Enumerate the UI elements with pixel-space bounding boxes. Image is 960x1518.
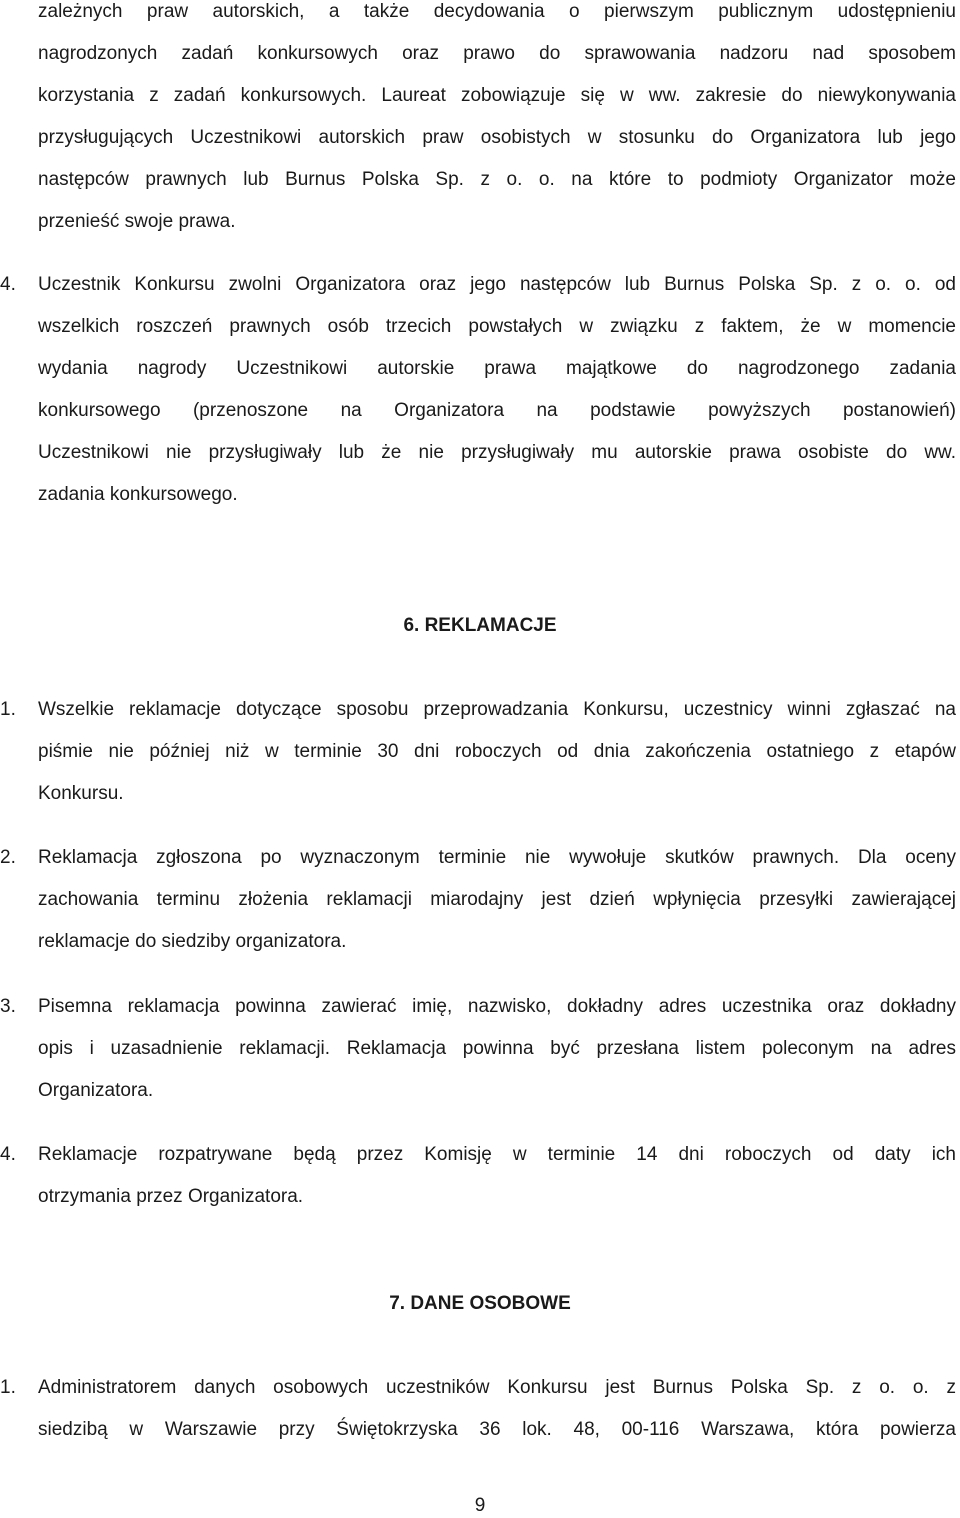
item-number: 3. (0, 996, 16, 1017)
text-line: następców prawnych lub Burnus Polska Sp. z o. o. na które to podmioty Organizator może (38, 169, 956, 190)
text-line: Administratorem danych osobowych uczestników Konkursu jest Burnus Polska Sp. z o. o. z (38, 1377, 956, 1398)
text-line: opis i uzasadnienie reklamacji. Reklamacja powinna być przesłana listem poleconym na adres (38, 1038, 956, 1059)
text-line: siedzibą w Warszawie przy Świętokrzyska 36 lok. 48, 00-116 Warszawa, która powierza (38, 1419, 956, 1440)
text-line: korzystania z zadań konkursowych. Laureat zobowiązuje się w ww. zakresie do niewykonywania (38, 85, 956, 106)
text-line: przysługujących Uczestnikowi autorskich praw osobistych w stosunku do Organizatora lub jego (38, 127, 956, 148)
text-line: Uczestnikowi nie przysługiwały lub że nie przysługiwały mu autorskie prawa osobiste do ww. (38, 442, 956, 463)
item-number: 2. (0, 847, 16, 868)
text-line: reklamacje do siedziby organizatora. (38, 931, 347, 952)
text-line: otrzymania przez Organizatora. (38, 1186, 304, 1207)
text-line: zależnych praw autorskich, a także decydowania o pierwszym publicznym udostępnieniu (38, 1, 956, 22)
text-line: Reklamacja zgłoszona po wyznaczonym terminie nie wywołuje skutków prawnych. Dla oceny (38, 847, 956, 868)
text-line: przenieść swoje prawa. (38, 211, 236, 232)
item-number: 4. (0, 1144, 16, 1165)
text-line: zachowania terminu złożenia reklamacji miarodajny jest dzień wpłynięcia przesyłki zawierającej (38, 889, 956, 910)
item-number: 4. (0, 274, 16, 295)
text-line: zadania konkursowego. (38, 484, 238, 505)
text-line: nagrodzonych zadań konkursowych oraz prawo do sprawowania nadzoru nad sposobem (38, 43, 956, 64)
item-number: 1. (0, 1377, 16, 1398)
page-number: 9 (474, 1495, 486, 1516)
text-line: Pisemna reklamacja powinna zawierać imię, nazwisko, dokładny adres uczestnika oraz dokładny (38, 996, 956, 1017)
text-line: Uczestnik Konkursu zwolni Organizatora oraz jego następców lub Burnus Polska Sp. z o. o. od (38, 274, 956, 295)
text-line: Konkursu. (38, 783, 124, 804)
text-line: konkursowego (przenoszone na Organizatora na podstawie powyższych postanowień) (38, 400, 956, 421)
section-heading: 7. DANE OSOBOWE (389, 1293, 571, 1314)
text-line: piśmie nie później niż w terminie 30 dni roboczych od dnia zakończenia ostatniego z etapów (38, 741, 956, 762)
text-line: wszelkich roszczeń prawnych osób trzecich powstałych w związku z faktem, że w momencie (38, 316, 956, 337)
section-heading: 6. REKLAMACJE (403, 615, 557, 636)
text-line: Reklamacje rozpatrywane będą przez Komisję w terminie 14 dni roboczych od daty ich (38, 1144, 956, 1165)
item-number: 1. (0, 699, 16, 720)
text-line: Wszelkie reklamacje dotyczące sposobu przeprowadzania Konkursu, uczestnicy winni zgłaszać na (38, 699, 956, 720)
text-line: Organizatora. (38, 1080, 154, 1101)
text-line: wydania nagrody Uczestnikowi autorskie prawa majątkowe do nagrodzonego zadania (38, 358, 956, 379)
